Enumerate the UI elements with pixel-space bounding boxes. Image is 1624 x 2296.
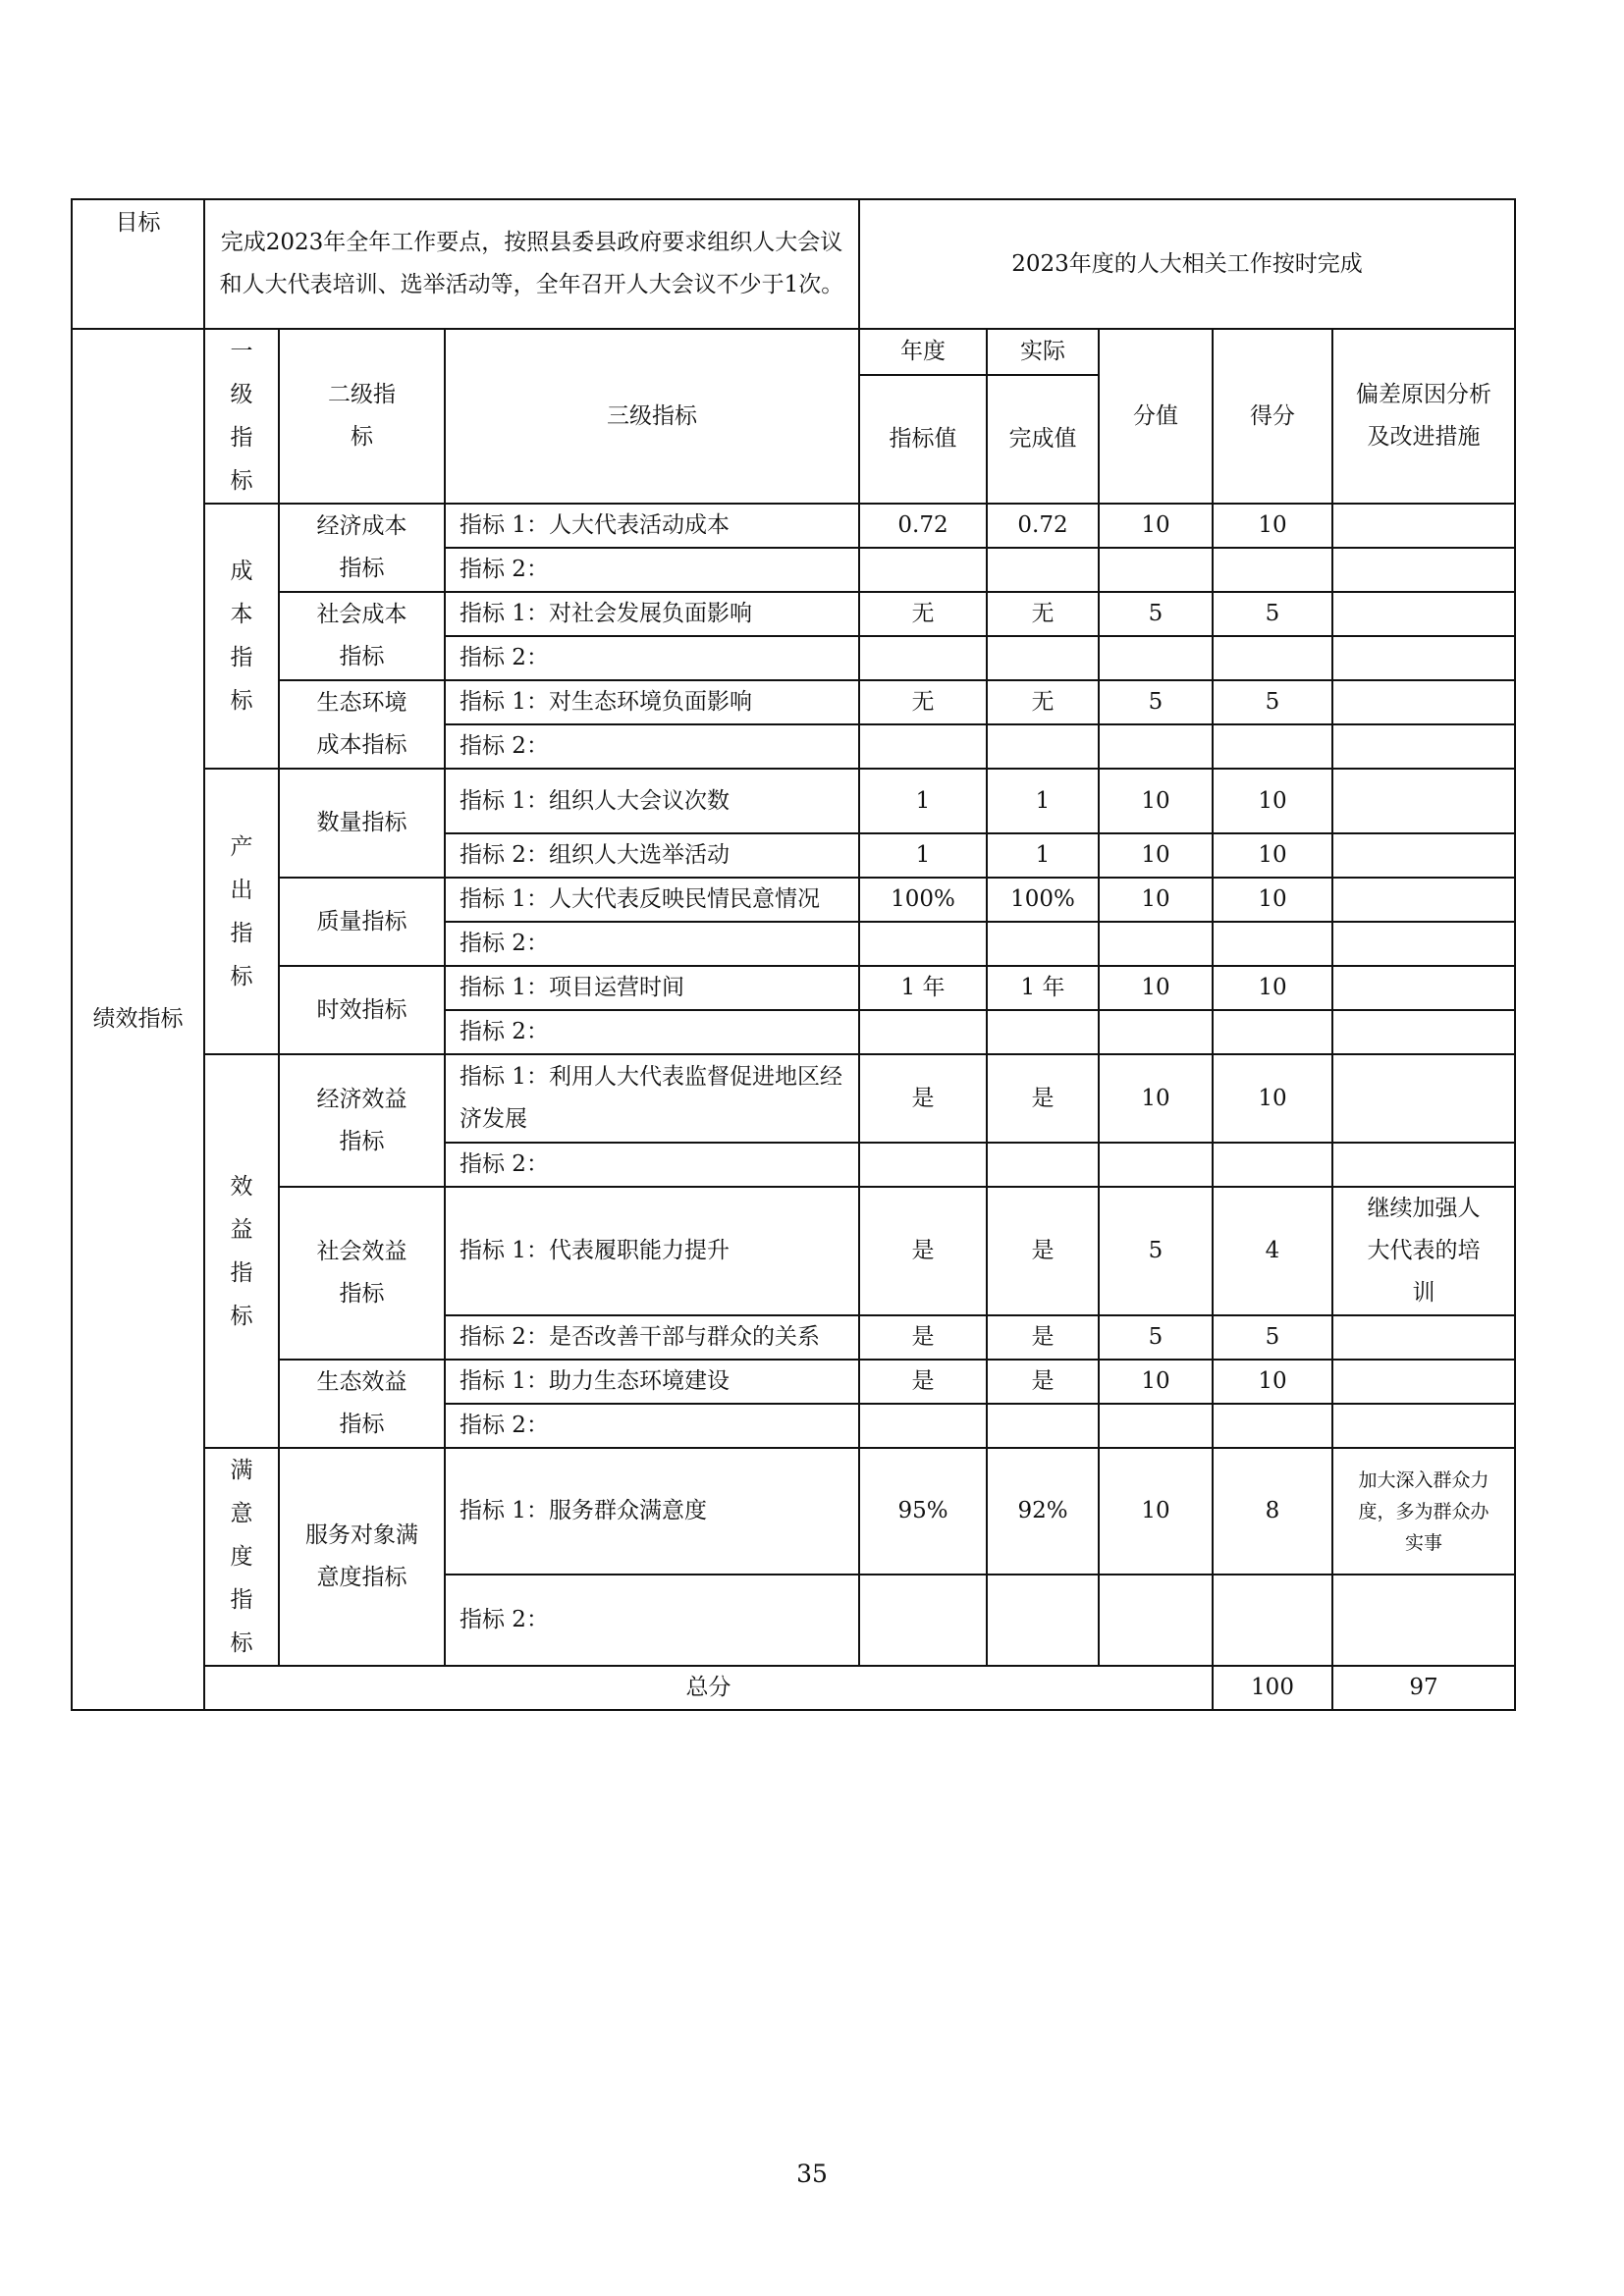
level2-label: 质量指标 bbox=[279, 878, 445, 966]
target-cell bbox=[859, 636, 987, 680]
got-cell: 5 bbox=[1213, 680, 1332, 724]
target-cell: 1 bbox=[859, 769, 987, 833]
indicator-cell: 指标 1：助力生态环境建设 bbox=[445, 1360, 859, 1404]
score-cell: 10 bbox=[1099, 1448, 1213, 1575]
target-cell: 1 年 bbox=[859, 966, 987, 1010]
level2-label: 时效指标 bbox=[279, 966, 445, 1054]
header-score: 分值 bbox=[1099, 329, 1213, 504]
target-cell bbox=[859, 922, 987, 966]
note-cell bbox=[1332, 922, 1515, 966]
score-cell bbox=[1099, 1404, 1213, 1448]
actual-cell: 1 bbox=[987, 769, 1099, 833]
total-score: 100 bbox=[1213, 1666, 1332, 1710]
total-got: 97 bbox=[1332, 1666, 1515, 1710]
target-cell bbox=[859, 1575, 987, 1666]
note-cell bbox=[1332, 1054, 1515, 1143]
target-cell bbox=[859, 1010, 987, 1054]
score-cell bbox=[1099, 1575, 1213, 1666]
actual-cell bbox=[987, 1010, 1099, 1054]
got-cell bbox=[1213, 1404, 1332, 1448]
actual-cell: 是 bbox=[987, 1054, 1099, 1143]
indicator-cell: 指标 2：是否改善干部与群众的关系 bbox=[445, 1315, 859, 1360]
note-cell bbox=[1332, 966, 1515, 1010]
level1-output: 产出指标 bbox=[204, 769, 279, 1054]
indicator-cell: 指标 1：组织人大会议次数 bbox=[445, 769, 859, 833]
note-cell: 加大深入群众力度，多为群众办实事 bbox=[1332, 1448, 1515, 1575]
actual-cell bbox=[987, 636, 1099, 680]
goal-label: 目标 bbox=[72, 199, 204, 329]
target-cell: 是 bbox=[859, 1054, 987, 1143]
indicator-cell: 指标 2：组织人大选举活动 bbox=[445, 833, 859, 878]
got-cell: 10 bbox=[1213, 1054, 1332, 1143]
actual-cell: 1 bbox=[987, 833, 1099, 878]
target-cell: 1 bbox=[859, 833, 987, 878]
level2-label: 经济成本指标 bbox=[279, 504, 445, 592]
page-number: 35 bbox=[796, 2160, 828, 2188]
note-cell bbox=[1332, 878, 1515, 922]
got-cell bbox=[1213, 922, 1332, 966]
got-cell: 10 bbox=[1213, 504, 1332, 548]
actual-cell: 无 bbox=[987, 680, 1099, 724]
header-level3: 三级指标 bbox=[445, 329, 859, 504]
actual-cell bbox=[987, 1143, 1099, 1187]
actual-cell bbox=[987, 922, 1099, 966]
indicator-cell: 指标 2： bbox=[445, 724, 859, 769]
note-cell bbox=[1332, 1404, 1515, 1448]
got-cell: 10 bbox=[1213, 833, 1332, 878]
actual-cell bbox=[987, 1575, 1099, 1666]
indicator-cell: 指标 1：人大代表活动成本 bbox=[445, 504, 859, 548]
got-cell: 10 bbox=[1213, 1360, 1332, 1404]
goal-result: 2023年度的人大相关工作按时完成 bbox=[859, 199, 1515, 329]
target-cell bbox=[859, 548, 987, 592]
note-cell bbox=[1332, 636, 1515, 680]
target-cell bbox=[859, 724, 987, 769]
level2-label: 服务对象满意度指标 bbox=[279, 1448, 445, 1666]
got-cell: 8 bbox=[1213, 1448, 1332, 1575]
level1-cost: 成本指标 bbox=[204, 504, 279, 769]
header-annual-top: 年度 bbox=[859, 329, 987, 375]
performance-table bbox=[71, 198, 1516, 1711]
target-cell: 是 bbox=[859, 1360, 987, 1404]
score-cell: 10 bbox=[1099, 878, 1213, 922]
note-cell bbox=[1332, 548, 1515, 592]
target-cell: 是 bbox=[859, 1315, 987, 1360]
header-got: 得分 bbox=[1213, 329, 1332, 504]
indicator-cell: 指标 1：代表履职能力提升 bbox=[445, 1187, 859, 1315]
note-cell: 继续加强人大代表的培训 bbox=[1332, 1187, 1515, 1315]
level1-benefit: 效益指标 bbox=[204, 1054, 279, 1448]
actual-cell bbox=[987, 724, 1099, 769]
group-label: 绩效指标 bbox=[72, 329, 204, 1710]
level2-label: 经济效益指标 bbox=[279, 1054, 445, 1187]
got-cell bbox=[1213, 636, 1332, 680]
got-cell bbox=[1213, 548, 1332, 592]
got-cell: 10 bbox=[1213, 769, 1332, 833]
level2-label: 社会效益指标 bbox=[279, 1187, 445, 1360]
level2-label: 生态环境成本指标 bbox=[279, 680, 445, 769]
indicator-cell: 指标 2： bbox=[445, 922, 859, 966]
note-cell bbox=[1332, 1575, 1515, 1666]
score-cell bbox=[1099, 1010, 1213, 1054]
note-cell bbox=[1332, 504, 1515, 548]
indicator-cell: 指标 1：人大代表反映民情民意情况 bbox=[445, 878, 859, 922]
score-cell: 5 bbox=[1099, 680, 1213, 724]
got-cell bbox=[1213, 724, 1332, 769]
actual-cell: 92% bbox=[987, 1448, 1099, 1575]
score-cell: 5 bbox=[1099, 592, 1213, 636]
note-cell bbox=[1332, 724, 1515, 769]
note-cell bbox=[1332, 1360, 1515, 1404]
score-cell: 10 bbox=[1099, 769, 1213, 833]
goal-text: 完成2023年全年工作要点，按照县委县政府要求组织人大会议和人大代表培训、选举活动等，全年召开人大会议不少于1次。 bbox=[204, 199, 859, 329]
level2-label: 数量指标 bbox=[279, 769, 445, 878]
score-cell: 10 bbox=[1099, 504, 1213, 548]
header-annual-bottom: 指标值 bbox=[859, 375, 987, 504]
target-cell bbox=[859, 1143, 987, 1187]
indicator-cell: 指标 2： bbox=[445, 636, 859, 680]
actual-cell: 无 bbox=[987, 592, 1099, 636]
got-cell: 10 bbox=[1213, 966, 1332, 1010]
indicator-cell: 指标 2： bbox=[445, 1404, 859, 1448]
got-cell: 5 bbox=[1213, 592, 1332, 636]
actual-cell: 1 年 bbox=[987, 966, 1099, 1010]
score-cell: 10 bbox=[1099, 1054, 1213, 1143]
score-cell bbox=[1099, 548, 1213, 592]
actual-cell: 是 bbox=[987, 1315, 1099, 1360]
total-label: 总分 bbox=[204, 1666, 1213, 1710]
actual-cell bbox=[987, 548, 1099, 592]
indicator-cell: 指标 1：对社会发展负面影响 bbox=[445, 592, 859, 636]
indicator-cell: 指标 1：利用人大代表监督促进地区经济发展 bbox=[445, 1054, 859, 1143]
score-cell: 10 bbox=[1099, 833, 1213, 878]
score-cell bbox=[1099, 636, 1213, 680]
level2-label: 社会成本指标 bbox=[279, 592, 445, 680]
header-deviation: 偏差原因分析及改进措施 bbox=[1332, 329, 1515, 504]
header-actual-top: 实际 bbox=[987, 329, 1099, 375]
target-cell: 100% bbox=[859, 878, 987, 922]
got-cell bbox=[1213, 1575, 1332, 1666]
note-cell bbox=[1332, 1010, 1515, 1054]
target-cell: 无 bbox=[859, 592, 987, 636]
note-cell bbox=[1332, 1315, 1515, 1360]
header-level1: 一级指标 bbox=[204, 329, 279, 504]
target-cell bbox=[859, 1404, 987, 1448]
score-cell: 5 bbox=[1099, 1315, 1213, 1360]
level2-label: 生态效益指标 bbox=[279, 1360, 445, 1448]
note-cell bbox=[1332, 833, 1515, 878]
score-cell: 10 bbox=[1099, 1360, 1213, 1404]
target-cell: 95% bbox=[859, 1448, 987, 1575]
score-cell bbox=[1099, 922, 1213, 966]
indicator-cell: 指标 2： bbox=[445, 1575, 859, 1666]
note-cell bbox=[1332, 592, 1515, 636]
note-cell bbox=[1332, 680, 1515, 724]
actual-cell bbox=[987, 1404, 1099, 1448]
indicator-cell: 指标 2： bbox=[445, 548, 859, 592]
actual-cell: 100% bbox=[987, 878, 1099, 922]
got-cell: 10 bbox=[1213, 878, 1332, 922]
note-cell bbox=[1332, 769, 1515, 833]
score-cell: 5 bbox=[1099, 1187, 1213, 1315]
actual-cell: 是 bbox=[987, 1360, 1099, 1404]
target-cell: 0.72 bbox=[859, 504, 987, 548]
indicator-cell: 指标 2： bbox=[445, 1143, 859, 1187]
indicator-cell: 指标 1：项目运营时间 bbox=[445, 966, 859, 1010]
indicator-cell: 指标 1：服务群众满意度 bbox=[445, 1448, 859, 1575]
header-level2: 二级指标 bbox=[279, 329, 445, 504]
score-cell bbox=[1099, 724, 1213, 769]
got-cell bbox=[1213, 1010, 1332, 1054]
actual-cell: 0.72 bbox=[987, 504, 1099, 548]
indicator-cell: 指标 2： bbox=[445, 1010, 859, 1054]
header-actual-bottom: 完成值 bbox=[987, 375, 1099, 504]
score-cell: 10 bbox=[1099, 966, 1213, 1010]
indicator-cell: 指标 1：对生态环境负面影响 bbox=[445, 680, 859, 724]
got-cell: 4 bbox=[1213, 1187, 1332, 1315]
target-cell: 无 bbox=[859, 680, 987, 724]
score-cell bbox=[1099, 1143, 1213, 1187]
level1-satisfaction: 满意度指标 bbox=[204, 1448, 279, 1666]
note-cell bbox=[1332, 1143, 1515, 1187]
actual-cell: 是 bbox=[987, 1187, 1099, 1315]
got-cell: 5 bbox=[1213, 1315, 1332, 1360]
target-cell: 是 bbox=[859, 1187, 987, 1315]
got-cell bbox=[1213, 1143, 1332, 1187]
